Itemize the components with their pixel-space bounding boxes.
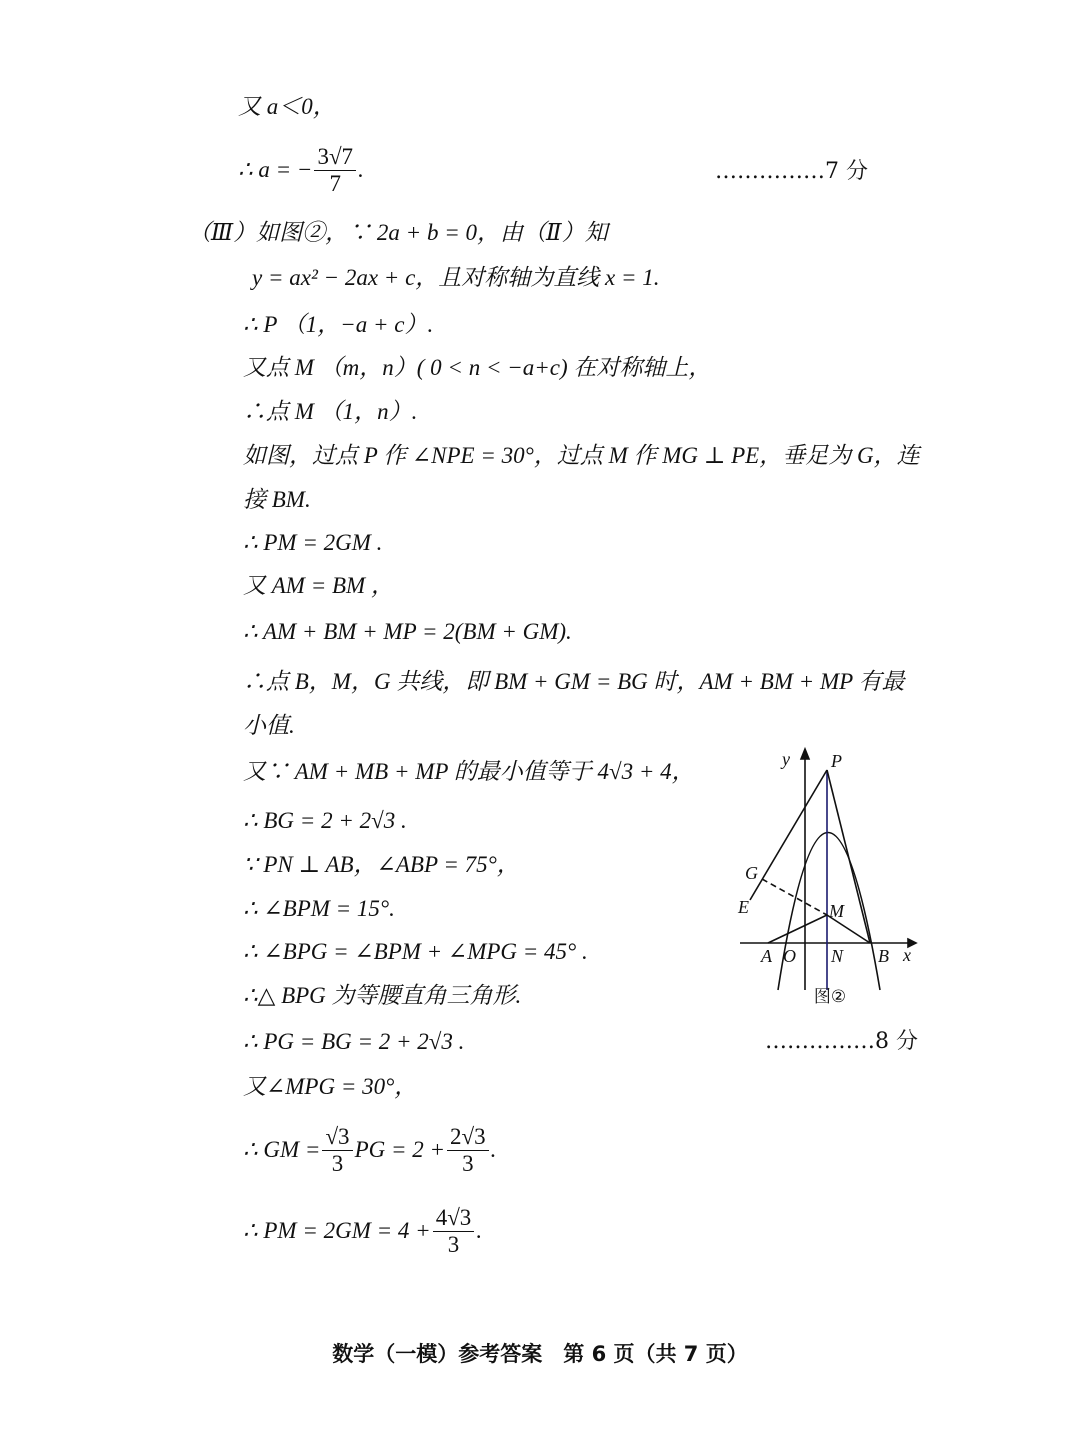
line-13: ∴点 B，M，G 共线，即 BM + GM = BG 时，AM + BM + MP 有最	[243, 669, 905, 694]
figure-2-diagram	[730, 745, 930, 1020]
figure-caption: 图②	[813, 987, 847, 1007]
line-23	[243, 1118, 496, 1182]
line-pe	[750, 770, 827, 900]
line-7: ∴点 M （1，n）.	[243, 399, 418, 424]
line-14: 小值.	[243, 713, 295, 738]
fraction-denominator: 3	[462, 1150, 474, 1176]
line-2	[238, 140, 364, 200]
line-17: ∵ PN ⊥ AB，∠ABP = 75°，	[243, 852, 520, 877]
fraction-numerator: 2√3	[447, 1124, 489, 1151]
line-23-mid: PG = 2 +	[354, 1137, 446, 1162]
fraction-3root7-over-7	[314, 144, 356, 197]
line-2-suffix: .	[358, 157, 364, 182]
line-3: （Ⅲ）如图②，∵ 2a + b = 0，由（Ⅱ）知	[188, 220, 608, 245]
label-n: N	[831, 946, 844, 966]
label-o: O	[783, 946, 796, 966]
label-g: G	[745, 863, 758, 883]
label-a: A	[761, 946, 772, 966]
fraction-numerator: 3√7	[314, 144, 356, 171]
label-e: E	[738, 897, 749, 917]
fraction-2root3-over-3	[447, 1124, 489, 1177]
label-y: y	[782, 749, 790, 769]
line-24-suffix: .	[476, 1218, 483, 1243]
line-5: ∴ P （1，−a + c）.	[243, 312, 434, 337]
fraction-root3-over-3	[322, 1124, 352, 1177]
score-8: ……………8 分	[765, 1029, 918, 1054]
label-p: P	[831, 751, 842, 771]
fraction-denominator: 3	[447, 1231, 460, 1257]
line-20: ∴△ BPG 为等腰直角三角形.	[243, 983, 522, 1008]
line-2-prefix: ∴ a = −	[238, 157, 313, 182]
line-16: ∴ BG = 2 + 2√3 .	[243, 808, 407, 833]
label-b: B	[878, 946, 889, 966]
line-8: 如图，过点 P 作 ∠NPE = 30°，过点 M 作 MG ⊥ PE，垂足为 G，连	[243, 443, 920, 468]
fraction-denominator: 7	[329, 170, 341, 196]
line-22: 又∠MPG = 30°，	[243, 1074, 418, 1099]
line-15: 又∵ AM + MB + MP 的最小值等于 4√3 + 4，	[243, 759, 695, 784]
fraction-numerator: 4√3	[433, 1205, 475, 1232]
line-23-prefix: ∴ GM =	[243, 1137, 321, 1162]
segment-am	[768, 915, 827, 943]
line-24-prefix: ∴ PM = 2GM = 4 +	[243, 1218, 431, 1243]
line-1: 又 a＜0，	[238, 94, 336, 119]
label-m: M	[829, 901, 844, 921]
line-24	[243, 1199, 482, 1263]
line-4: y = ax² − 2ax + c，且对称轴为直线 x = 1.	[252, 265, 660, 290]
segment-gm-dashed	[762, 879, 827, 915]
label-x: x	[903, 945, 911, 965]
y-axis-arrow	[801, 749, 809, 759]
line-9: 接 BM.	[243, 487, 311, 512]
line-18: ∴ ∠BPM = 15°.	[243, 896, 395, 921]
fraction-numerator: √3	[322, 1124, 352, 1151]
line-11: 又 AM = BM ，	[243, 573, 394, 598]
fraction-4root3-over-3	[433, 1205, 475, 1258]
line-6: 又点 M （m，n）( 0 < n < −a+c) 在对称轴上，	[243, 355, 712, 380]
page-footer: 数学（一模）参考答案 第 6 页（共 7 页）	[332, 1342, 748, 1366]
fraction-denominator: 3	[331, 1150, 344, 1176]
line-21: ∴ PG = BG = 2 + 2√3 .	[243, 1029, 465, 1054]
line-10: ∴ PM = 2GM .	[243, 530, 383, 555]
line-19: ∴ ∠BPG = ∠BPM + ∠MPG = 45° .	[243, 939, 588, 964]
line-12: ∴ AM + BM + MP = 2(BM + GM).	[243, 619, 572, 644]
score-7: ……………7 分	[715, 159, 868, 184]
line-23-suffix: .	[490, 1137, 497, 1162]
